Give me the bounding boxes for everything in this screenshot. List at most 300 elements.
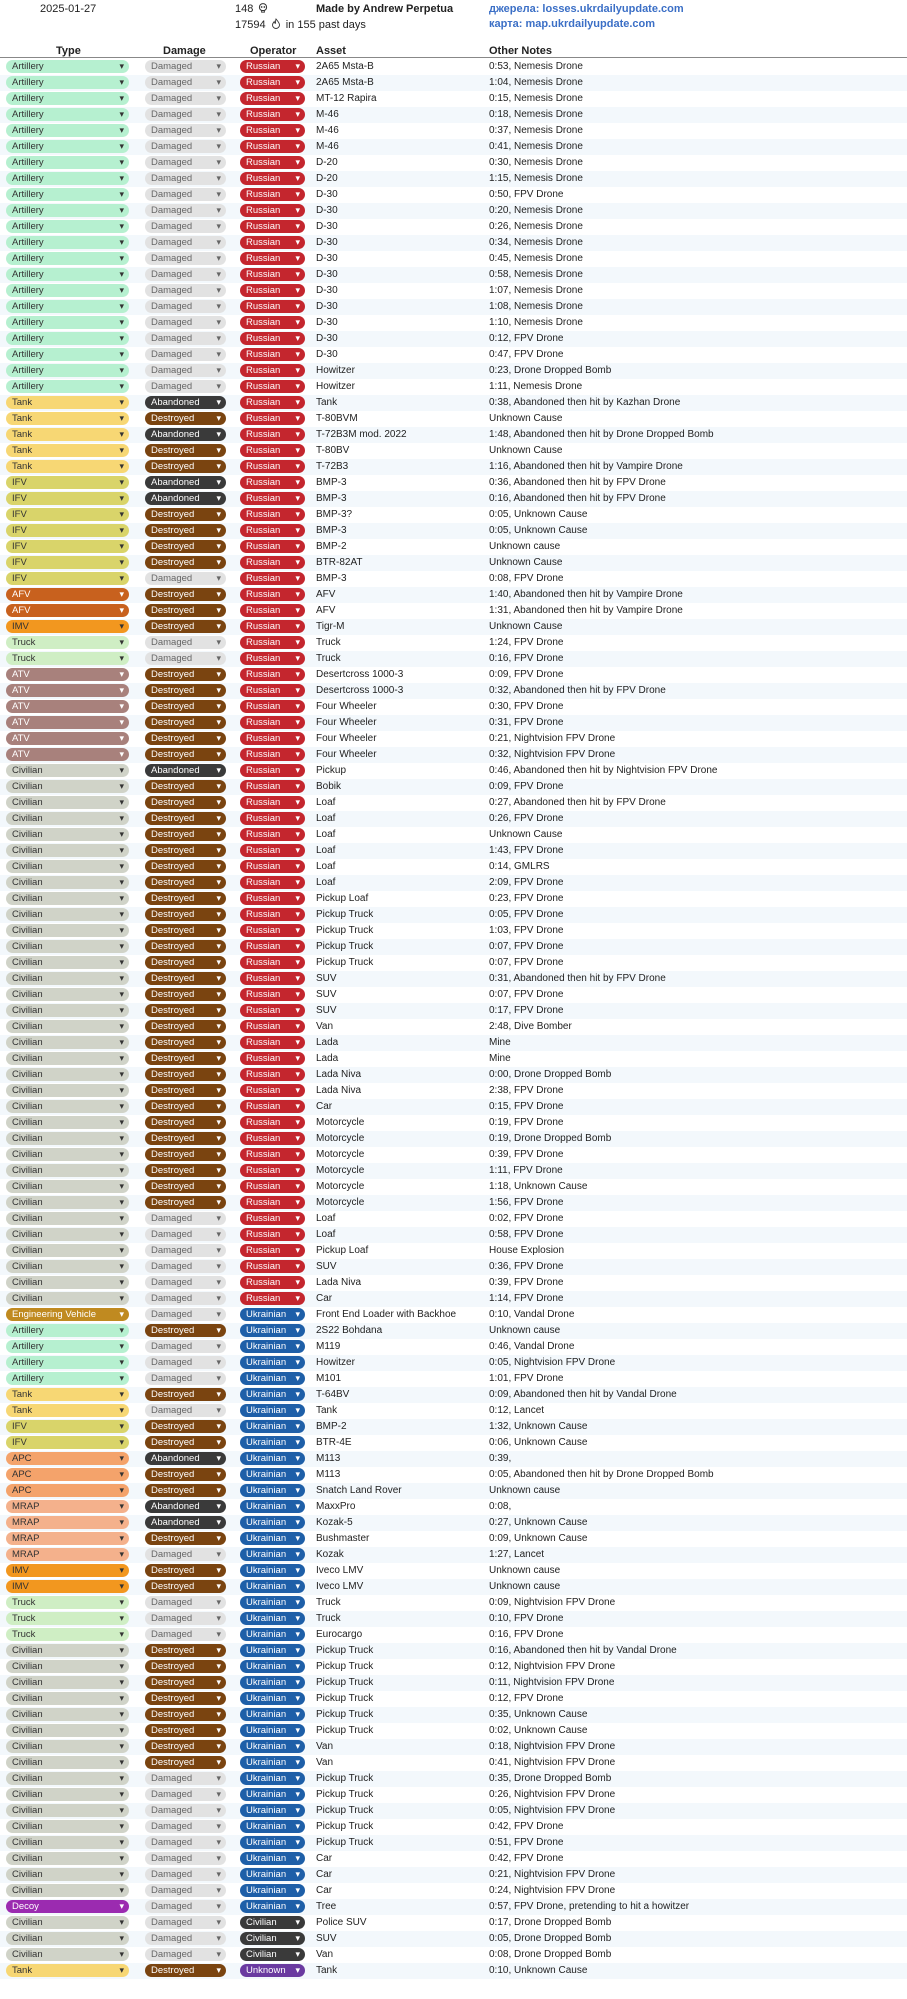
- type-dropdown[interactable]: Civilian ▾: [6, 988, 129, 1001]
- type-dropdown[interactable]: Artillery ▾: [6, 268, 129, 281]
- type-dropdown[interactable]: IFV ▾: [6, 476, 129, 489]
- operator-dropdown[interactable]: Russian ▾: [240, 732, 305, 745]
- damage-dropdown[interactable]: Destroyed ▾: [145, 1756, 226, 1769]
- damage-dropdown[interactable]: Abandoned ▾: [145, 492, 226, 505]
- operator-dropdown[interactable]: Russian ▾: [240, 1116, 305, 1129]
- operator-dropdown[interactable]: Russian ▾: [240, 812, 305, 825]
- type-dropdown[interactable]: Artillery ▾: [6, 156, 129, 169]
- operator-dropdown[interactable]: Ukrainian ▾: [240, 1388, 305, 1401]
- damage-dropdown[interactable]: Destroyed ▾: [145, 524, 226, 537]
- damage-dropdown[interactable]: Damaged ▾: [145, 124, 226, 137]
- type-dropdown[interactable]: IMV ▾: [6, 620, 129, 633]
- operator-dropdown[interactable]: Russian ▾: [240, 924, 305, 937]
- type-dropdown[interactable]: Civilian ▾: [6, 1132, 129, 1145]
- operator-dropdown[interactable]: Russian ▾: [240, 764, 305, 777]
- map-link[interactable]: map.ukrdailyupdate.com: [525, 18, 656, 30]
- type-dropdown[interactable]: Civilian ▾: [6, 876, 129, 889]
- damage-dropdown[interactable]: Damaged ▾: [145, 572, 226, 585]
- type-dropdown[interactable]: Civilian ▾: [6, 1756, 129, 1769]
- type-dropdown[interactable]: Tank ▾: [6, 1964, 129, 1977]
- type-dropdown[interactable]: Civilian ▾: [6, 972, 129, 985]
- operator-dropdown[interactable]: Russian ▾: [240, 588, 305, 601]
- operator-dropdown[interactable]: Ukrainian ▾: [240, 1516, 305, 1529]
- damage-dropdown[interactable]: Destroyed ▾: [145, 1420, 226, 1433]
- damage-dropdown[interactable]: Destroyed ▾: [145, 1084, 226, 1097]
- operator-dropdown[interactable]: Russian ▾: [240, 748, 305, 761]
- operator-dropdown[interactable]: Russian ▾: [240, 1292, 305, 1305]
- damage-dropdown[interactable]: Destroyed ▾: [145, 1068, 226, 1081]
- damage-dropdown[interactable]: Damaged ▾: [145, 1260, 226, 1273]
- type-dropdown[interactable]: Engineering Vehicle ▾: [6, 1308, 129, 1321]
- damage-dropdown[interactable]: Damaged ▾: [145, 1852, 226, 1865]
- damage-dropdown[interactable]: Destroyed ▾: [145, 1564, 226, 1577]
- operator-dropdown[interactable]: Russian ▾: [240, 380, 305, 393]
- type-dropdown[interactable]: Civilian ▾: [6, 1788, 129, 1801]
- type-dropdown[interactable]: Artillery ▾: [6, 188, 129, 201]
- damage-dropdown[interactable]: Damaged ▾: [145, 636, 226, 649]
- operator-dropdown[interactable]: Russian ▾: [240, 412, 305, 425]
- type-dropdown[interactable]: Civilian ▾: [6, 1196, 129, 1209]
- type-dropdown[interactable]: Tank ▾: [6, 428, 129, 441]
- operator-dropdown[interactable]: Ukrainian ▾: [240, 1500, 305, 1513]
- type-dropdown[interactable]: Artillery ▾: [6, 1324, 129, 1337]
- type-dropdown[interactable]: Civilian ▾: [6, 780, 129, 793]
- type-dropdown[interactable]: IFV ▾: [6, 572, 129, 585]
- damage-dropdown[interactable]: Destroyed ▾: [145, 684, 226, 697]
- type-dropdown[interactable]: Civilian ▾: [6, 1852, 129, 1865]
- operator-dropdown[interactable]: Russian ▾: [240, 780, 305, 793]
- operator-dropdown[interactable]: Russian ▾: [240, 1068, 305, 1081]
- operator-dropdown[interactable]: Russian ▾: [240, 204, 305, 217]
- type-dropdown[interactable]: Tank ▾: [6, 1404, 129, 1417]
- damage-dropdown[interactable]: Damaged ▾: [145, 284, 226, 297]
- type-dropdown[interactable]: Artillery ▾: [6, 220, 129, 233]
- type-dropdown[interactable]: Artillery ▾: [6, 284, 129, 297]
- type-dropdown[interactable]: Civilian ▾: [6, 1884, 129, 1897]
- operator-dropdown[interactable]: Ukrainian ▾: [240, 1532, 305, 1545]
- type-dropdown[interactable]: Civilian ▾: [6, 1772, 129, 1785]
- damage-dropdown[interactable]: Damaged ▾: [145, 1596, 226, 1609]
- operator-dropdown[interactable]: Russian ▾: [240, 1004, 305, 1017]
- damage-dropdown[interactable]: Destroyed ▾: [145, 1436, 226, 1449]
- damage-dropdown[interactable]: Destroyed ▾: [145, 700, 226, 713]
- type-dropdown[interactable]: Civilian ▾: [6, 1148, 129, 1161]
- damage-dropdown[interactable]: Destroyed ▾: [145, 972, 226, 985]
- damage-dropdown[interactable]: Damaged ▾: [145, 1948, 226, 1961]
- operator-dropdown[interactable]: Russian ▾: [240, 556, 305, 569]
- damage-dropdown[interactable]: Destroyed ▾: [145, 1468, 226, 1481]
- type-dropdown[interactable]: Civilian ▾: [6, 1100, 129, 1113]
- damage-dropdown[interactable]: Destroyed ▾: [145, 556, 226, 569]
- type-dropdown[interactable]: Artillery ▾: [6, 316, 129, 329]
- type-dropdown[interactable]: IFV ▾: [6, 556, 129, 569]
- damage-dropdown[interactable]: Damaged ▾: [145, 76, 226, 89]
- damage-dropdown[interactable]: Destroyed ▾: [145, 1964, 226, 1977]
- operator-dropdown[interactable]: Russian ▾: [240, 1084, 305, 1097]
- type-dropdown[interactable]: Tank ▾: [6, 396, 129, 409]
- operator-dropdown[interactable]: Russian ▾: [240, 876, 305, 889]
- damage-dropdown[interactable]: Damaged ▾: [145, 1772, 226, 1785]
- operator-dropdown[interactable]: Russian ▾: [240, 140, 305, 153]
- type-dropdown[interactable]: Artillery ▾: [6, 332, 129, 345]
- type-dropdown[interactable]: Artillery ▾: [6, 380, 129, 393]
- damage-dropdown[interactable]: Destroyed ▾: [145, 828, 226, 841]
- damage-dropdown[interactable]: Destroyed ▾: [145, 1004, 226, 1017]
- damage-dropdown[interactable]: Destroyed ▾: [145, 588, 226, 601]
- type-dropdown[interactable]: Truck ▾: [6, 652, 129, 665]
- type-dropdown[interactable]: Civilian ▾: [6, 1724, 129, 1737]
- type-dropdown[interactable]: Artillery ▾: [6, 140, 129, 153]
- type-dropdown[interactable]: Artillery ▾: [6, 236, 129, 249]
- operator-dropdown[interactable]: Russian ▾: [240, 444, 305, 457]
- operator-dropdown[interactable]: Russian ▾: [240, 716, 305, 729]
- type-dropdown[interactable]: Artillery ▾: [6, 124, 129, 137]
- operator-dropdown[interactable]: Russian ▾: [240, 348, 305, 361]
- type-dropdown[interactable]: Artillery ▾: [6, 1356, 129, 1369]
- operator-dropdown[interactable]: Russian ▾: [240, 972, 305, 985]
- operator-dropdown[interactable]: Russian ▾: [240, 1212, 305, 1225]
- operator-dropdown[interactable]: Ukrainian ▾: [240, 1372, 305, 1385]
- operator-dropdown[interactable]: Russian ▾: [240, 652, 305, 665]
- type-dropdown[interactable]: Civilian ▾: [6, 1820, 129, 1833]
- damage-dropdown[interactable]: Damaged ▾: [145, 1628, 226, 1641]
- operator-dropdown[interactable]: Russian ▾: [240, 460, 305, 473]
- damage-dropdown[interactable]: Destroyed ▾: [145, 1052, 226, 1065]
- operator-dropdown[interactable]: Russian ▾: [240, 1164, 305, 1177]
- operator-dropdown[interactable]: Russian ▾: [240, 364, 305, 377]
- damage-dropdown[interactable]: Damaged ▾: [145, 332, 226, 345]
- damage-dropdown[interactable]: Destroyed ▾: [145, 1484, 226, 1497]
- operator-dropdown[interactable]: Russian ▾: [240, 828, 305, 841]
- operator-dropdown[interactable]: Russian ▾: [240, 60, 305, 73]
- type-dropdown[interactable]: Civilian ▾: [6, 1020, 129, 1033]
- damage-dropdown[interactable]: Destroyed ▾: [145, 908, 226, 921]
- type-dropdown[interactable]: Civilian ▾: [6, 860, 129, 873]
- operator-dropdown[interactable]: Ukrainian ▾: [240, 1692, 305, 1705]
- operator-dropdown[interactable]: Civilian ▾: [240, 1916, 305, 1929]
- operator-dropdown[interactable]: Russian ▾: [240, 1100, 305, 1113]
- damage-dropdown[interactable]: Damaged ▾: [145, 1292, 226, 1305]
- damage-dropdown[interactable]: Destroyed ▾: [145, 1740, 226, 1753]
- operator-dropdown[interactable]: Ukrainian ▾: [240, 1772, 305, 1785]
- damage-dropdown[interactable]: Damaged ▾: [145, 268, 226, 281]
- operator-dropdown[interactable]: Ukrainian ▾: [240, 1436, 305, 1449]
- operator-dropdown[interactable]: Russian ▾: [240, 892, 305, 905]
- damage-dropdown[interactable]: Destroyed ▾: [145, 732, 226, 745]
- damage-dropdown[interactable]: Destroyed ▾: [145, 1036, 226, 1049]
- type-dropdown[interactable]: Civilian ▾: [6, 1916, 129, 1929]
- operator-dropdown[interactable]: Russian ▾: [240, 428, 305, 441]
- type-dropdown[interactable]: Civilian ▾: [6, 1276, 129, 1289]
- type-dropdown[interactable]: MRAP ▾: [6, 1516, 129, 1529]
- type-dropdown[interactable]: Civilian ▾: [6, 1084, 129, 1097]
- type-dropdown[interactable]: Artillery ▾: [6, 252, 129, 265]
- type-dropdown[interactable]: ATV ▾: [6, 732, 129, 745]
- operator-dropdown[interactable]: Ukrainian ▾: [240, 1740, 305, 1753]
- operator-dropdown[interactable]: Russian ▾: [240, 1148, 305, 1161]
- type-dropdown[interactable]: Artillery ▾: [6, 1372, 129, 1385]
- operator-dropdown[interactable]: Ukrainian ▾: [240, 1452, 305, 1465]
- operator-dropdown[interactable]: Russian ▾: [240, 604, 305, 617]
- type-dropdown[interactable]: MRAP ▾: [6, 1500, 129, 1513]
- operator-dropdown[interactable]: Russian ▾: [240, 396, 305, 409]
- type-dropdown[interactable]: Truck ▾: [6, 1596, 129, 1609]
- damage-dropdown[interactable]: Damaged ▾: [145, 1356, 226, 1369]
- operator-dropdown[interactable]: Ukrainian ▾: [240, 1900, 305, 1913]
- type-dropdown[interactable]: Civilian ▾: [6, 1708, 129, 1721]
- damage-dropdown[interactable]: Destroyed ▾: [145, 1164, 226, 1177]
- type-dropdown[interactable]: Civilian ▾: [6, 1676, 129, 1689]
- type-dropdown[interactable]: Artillery ▾: [6, 300, 129, 313]
- damage-dropdown[interactable]: Abandoned ▾: [145, 1500, 226, 1513]
- operator-dropdown[interactable]: Russian ▾: [240, 188, 305, 201]
- operator-dropdown[interactable]: Russian ▾: [240, 988, 305, 1001]
- operator-dropdown[interactable]: Ukrainian ▾: [240, 1804, 305, 1817]
- type-dropdown[interactable]: IFV ▾: [6, 540, 129, 553]
- operator-dropdown[interactable]: Ukrainian ▾: [240, 1308, 305, 1321]
- type-dropdown[interactable]: MRAP ▾: [6, 1532, 129, 1545]
- damage-dropdown[interactable]: Destroyed ▾: [145, 924, 226, 937]
- operator-dropdown[interactable]: Ukrainian ▾: [240, 1612, 305, 1625]
- damage-dropdown[interactable]: Destroyed ▾: [145, 460, 226, 473]
- operator-dropdown[interactable]: Russian ▾: [240, 908, 305, 921]
- operator-dropdown[interactable]: Russian ▾: [240, 940, 305, 953]
- type-dropdown[interactable]: Civilian ▾: [6, 940, 129, 953]
- damage-dropdown[interactable]: Destroyed ▾: [145, 1724, 226, 1737]
- type-dropdown[interactable]: Civilian ▾: [6, 1164, 129, 1177]
- damage-dropdown[interactable]: Destroyed ▾: [145, 1132, 226, 1145]
- type-dropdown[interactable]: Tank ▾: [6, 1388, 129, 1401]
- damage-dropdown[interactable]: Damaged ▾: [145, 348, 226, 361]
- type-dropdown[interactable]: IFV ▾: [6, 524, 129, 537]
- damage-dropdown[interactable]: Destroyed ▾: [145, 940, 226, 953]
- type-dropdown[interactable]: Tank ▾: [6, 444, 129, 457]
- type-dropdown[interactable]: Civilian ▾: [6, 1644, 129, 1657]
- operator-dropdown[interactable]: Russian ▾: [240, 1260, 305, 1273]
- type-dropdown[interactable]: Artillery ▾: [6, 204, 129, 217]
- damage-dropdown[interactable]: Destroyed ▾: [145, 1148, 226, 1161]
- damage-dropdown[interactable]: Damaged ▾: [145, 92, 226, 105]
- damage-dropdown[interactable]: Damaged ▾: [145, 156, 226, 169]
- operator-dropdown[interactable]: Ukrainian ▾: [240, 1404, 305, 1417]
- operator-dropdown[interactable]: Ukrainian ▾: [240, 1628, 305, 1641]
- type-dropdown[interactable]: Artillery ▾: [6, 1340, 129, 1353]
- damage-dropdown[interactable]: Damaged ▾: [145, 1612, 226, 1625]
- type-dropdown[interactable]: Civilian ▾: [6, 1932, 129, 1945]
- damage-dropdown[interactable]: Damaged ▾: [145, 236, 226, 249]
- operator-dropdown[interactable]: Russian ▾: [240, 172, 305, 185]
- operator-dropdown[interactable]: Russian ▾: [240, 76, 305, 89]
- damage-dropdown[interactable]: Damaged ▾: [145, 1228, 226, 1241]
- damage-dropdown[interactable]: Destroyed ▾: [145, 1116, 226, 1129]
- type-dropdown[interactable]: Tank ▾: [6, 460, 129, 473]
- damage-dropdown[interactable]: Destroyed ▾: [145, 780, 226, 793]
- operator-dropdown[interactable]: Russian ▾: [240, 1052, 305, 1065]
- damage-dropdown[interactable]: Destroyed ▾: [145, 988, 226, 1001]
- type-dropdown[interactable]: AFV ▾: [6, 604, 129, 617]
- damage-dropdown[interactable]: Destroyed ▾: [145, 444, 226, 457]
- damage-dropdown[interactable]: Damaged ▾: [145, 1212, 226, 1225]
- damage-dropdown[interactable]: Damaged ▾: [145, 1820, 226, 1833]
- damage-dropdown[interactable]: Damaged ▾: [145, 140, 226, 153]
- damage-dropdown[interactable]: Damaged ▾: [145, 1276, 226, 1289]
- type-dropdown[interactable]: IMV ▾: [6, 1580, 129, 1593]
- damage-dropdown[interactable]: Destroyed ▾: [145, 540, 226, 553]
- operator-dropdown[interactable]: Ukrainian ▾: [240, 1420, 305, 1433]
- damage-dropdown[interactable]: Destroyed ▾: [145, 620, 226, 633]
- operator-dropdown[interactable]: Russian ▾: [240, 220, 305, 233]
- type-dropdown[interactable]: Artillery ▾: [6, 108, 129, 121]
- type-dropdown[interactable]: Artillery ▾: [6, 364, 129, 377]
- operator-dropdown[interactable]: Russian ▾: [240, 1020, 305, 1033]
- damage-dropdown[interactable]: Destroyed ▾: [145, 604, 226, 617]
- operator-dropdown[interactable]: Ukrainian ▾: [240, 1548, 305, 1561]
- type-dropdown[interactable]: Artillery ▾: [6, 76, 129, 89]
- operator-dropdown[interactable]: Russian ▾: [240, 1244, 305, 1257]
- damage-dropdown[interactable]: Abandoned ▾: [145, 764, 226, 777]
- damage-dropdown[interactable]: Damaged ▾: [145, 204, 226, 217]
- damage-dropdown[interactable]: Abandoned ▾: [145, 396, 226, 409]
- damage-dropdown[interactable]: Destroyed ▾: [145, 876, 226, 889]
- operator-dropdown[interactable]: Ukrainian ▾: [240, 1820, 305, 1833]
- type-dropdown[interactable]: IFV ▾: [6, 1420, 129, 1433]
- operator-dropdown[interactable]: Russian ▾: [240, 92, 305, 105]
- operator-dropdown[interactable]: Ukrainian ▾: [240, 1756, 305, 1769]
- operator-dropdown[interactable]: Ukrainian ▾: [240, 1324, 305, 1337]
- operator-dropdown[interactable]: Russian ▾: [240, 636, 305, 649]
- type-dropdown[interactable]: Civilian ▾: [6, 1292, 129, 1305]
- operator-dropdown[interactable]: Russian ▾: [240, 1036, 305, 1049]
- type-dropdown[interactable]: Civilian ▾: [6, 1660, 129, 1673]
- operator-dropdown[interactable]: Ukrainian ▾: [240, 1708, 305, 1721]
- operator-dropdown[interactable]: Russian ▾: [240, 844, 305, 857]
- operator-dropdown[interactable]: Russian ▾: [240, 572, 305, 585]
- type-dropdown[interactable]: IFV ▾: [6, 508, 129, 521]
- damage-dropdown[interactable]: Damaged ▾: [145, 1244, 226, 1257]
- type-dropdown[interactable]: Artillery ▾: [6, 92, 129, 105]
- damage-dropdown[interactable]: Destroyed ▾: [145, 1708, 226, 1721]
- operator-dropdown[interactable]: Russian ▾: [240, 476, 305, 489]
- operator-dropdown[interactable]: Russian ▾: [240, 796, 305, 809]
- damage-dropdown[interactable]: Damaged ▾: [145, 380, 226, 393]
- operator-dropdown[interactable]: Ukrainian ▾: [240, 1852, 305, 1865]
- damage-dropdown[interactable]: Damaged ▾: [145, 316, 226, 329]
- damage-dropdown[interactable]: Damaged ▾: [145, 60, 226, 73]
- type-dropdown[interactable]: Tank ▾: [6, 412, 129, 425]
- damage-dropdown[interactable]: Damaged ▾: [145, 300, 226, 313]
- damage-dropdown[interactable]: Damaged ▾: [145, 252, 226, 265]
- operator-dropdown[interactable]: Russian ▾: [240, 508, 305, 521]
- type-dropdown[interactable]: Civilian ▾: [6, 956, 129, 969]
- type-dropdown[interactable]: ATV ▾: [6, 700, 129, 713]
- type-dropdown[interactable]: ATV ▾: [6, 716, 129, 729]
- damage-dropdown[interactable]: Destroyed ▾: [145, 956, 226, 969]
- operator-dropdown[interactable]: Russian ▾: [240, 284, 305, 297]
- damage-dropdown[interactable]: Destroyed ▾: [145, 508, 226, 521]
- damage-dropdown[interactable]: Destroyed ▾: [145, 412, 226, 425]
- type-dropdown[interactable]: Civilian ▾: [6, 1244, 129, 1257]
- type-dropdown[interactable]: Civilian ▾: [6, 812, 129, 825]
- damage-dropdown[interactable]: Damaged ▾: [145, 1548, 226, 1561]
- type-dropdown[interactable]: ATV ▾: [6, 668, 129, 681]
- damage-dropdown[interactable]: Destroyed ▾: [145, 1580, 226, 1593]
- operator-dropdown[interactable]: Russian ▾: [240, 1132, 305, 1145]
- operator-dropdown[interactable]: Russian ▾: [240, 684, 305, 697]
- type-dropdown[interactable]: ATV ▾: [6, 748, 129, 761]
- damage-dropdown[interactable]: Damaged ▾: [145, 1404, 226, 1417]
- operator-dropdown[interactable]: Russian ▾: [240, 1228, 305, 1241]
- operator-dropdown[interactable]: Ukrainian ▾: [240, 1580, 305, 1593]
- operator-dropdown[interactable]: Russian ▾: [240, 956, 305, 969]
- damage-dropdown[interactable]: Destroyed ▾: [145, 796, 226, 809]
- type-dropdown[interactable]: Truck ▾: [6, 1628, 129, 1641]
- damage-dropdown[interactable]: Destroyed ▾: [145, 1388, 226, 1401]
- damage-dropdown[interactable]: Destroyed ▾: [145, 1676, 226, 1689]
- type-dropdown[interactable]: Civilian ▾: [6, 764, 129, 777]
- operator-dropdown[interactable]: Russian ▾: [240, 1276, 305, 1289]
- damage-dropdown[interactable]: Damaged ▾: [145, 1884, 226, 1897]
- operator-dropdown[interactable]: Russian ▾: [240, 668, 305, 681]
- operator-dropdown[interactable]: Russian ▾: [240, 124, 305, 137]
- operator-dropdown[interactable]: Russian ▾: [240, 108, 305, 121]
- type-dropdown[interactable]: APC ▾: [6, 1452, 129, 1465]
- type-dropdown[interactable]: MRAP ▾: [6, 1548, 129, 1561]
- operator-dropdown[interactable]: Russian ▾: [240, 316, 305, 329]
- type-dropdown[interactable]: AFV ▾: [6, 588, 129, 601]
- type-dropdown[interactable]: Artillery ▾: [6, 348, 129, 361]
- type-dropdown[interactable]: ATV ▾: [6, 684, 129, 697]
- type-dropdown[interactable]: IFV ▾: [6, 1436, 129, 1449]
- type-dropdown[interactable]: Civilian ▾: [6, 1052, 129, 1065]
- damage-dropdown[interactable]: Damaged ▾: [145, 1836, 226, 1849]
- damage-dropdown[interactable]: Abandoned ▾: [145, 428, 226, 441]
- operator-dropdown[interactable]: Ukrainian ▾: [240, 1868, 305, 1881]
- damage-dropdown[interactable]: Damaged ▾: [145, 1900, 226, 1913]
- operator-dropdown[interactable]: Russian ▾: [240, 156, 305, 169]
- operator-dropdown[interactable]: Russian ▾: [240, 860, 305, 873]
- operator-dropdown[interactable]: Unknown ▾: [240, 1964, 305, 1977]
- operator-dropdown[interactable]: Russian ▾: [240, 524, 305, 537]
- operator-dropdown[interactable]: Russian ▾: [240, 1180, 305, 1193]
- operator-dropdown[interactable]: Russian ▾: [240, 332, 305, 345]
- damage-dropdown[interactable]: Abandoned ▾: [145, 476, 226, 489]
- damage-dropdown[interactable]: Destroyed ▾: [145, 1532, 226, 1545]
- damage-dropdown[interactable]: Damaged ▾: [145, 188, 226, 201]
- operator-dropdown[interactable]: Russian ▾: [240, 620, 305, 633]
- operator-dropdown[interactable]: Ukrainian ▾: [240, 1788, 305, 1801]
- operator-dropdown[interactable]: Russian ▾: [240, 700, 305, 713]
- damage-dropdown[interactable]: Abandoned ▾: [145, 1516, 226, 1529]
- type-dropdown[interactable]: Civilian ▾: [6, 1836, 129, 1849]
- damage-dropdown[interactable]: Destroyed ▾: [145, 668, 226, 681]
- operator-dropdown[interactable]: Ukrainian ▾: [240, 1644, 305, 1657]
- type-dropdown[interactable]: Civilian ▾: [6, 828, 129, 841]
- type-dropdown[interactable]: IFV ▾: [6, 492, 129, 505]
- operator-dropdown[interactable]: Ukrainian ▾: [240, 1724, 305, 1737]
- operator-dropdown[interactable]: Ukrainian ▾: [240, 1660, 305, 1673]
- operator-dropdown[interactable]: Russian ▾: [240, 540, 305, 553]
- damage-dropdown[interactable]: Destroyed ▾: [145, 1692, 226, 1705]
- operator-dropdown[interactable]: Russian ▾: [240, 492, 305, 505]
- type-dropdown[interactable]: APC ▾: [6, 1468, 129, 1481]
- type-dropdown[interactable]: Civilian ▾: [6, 844, 129, 857]
- operator-dropdown[interactable]: Civilian ▾: [240, 1948, 305, 1961]
- sources-link[interactable]: losses.ukrdailyupdate.com: [542, 3, 684, 15]
- damage-dropdown[interactable]: Destroyed ▾: [145, 844, 226, 857]
- damage-dropdown[interactable]: Damaged ▾: [145, 1932, 226, 1945]
- type-dropdown[interactable]: Civilian ▾: [6, 892, 129, 905]
- operator-dropdown[interactable]: Russian ▾: [240, 236, 305, 249]
